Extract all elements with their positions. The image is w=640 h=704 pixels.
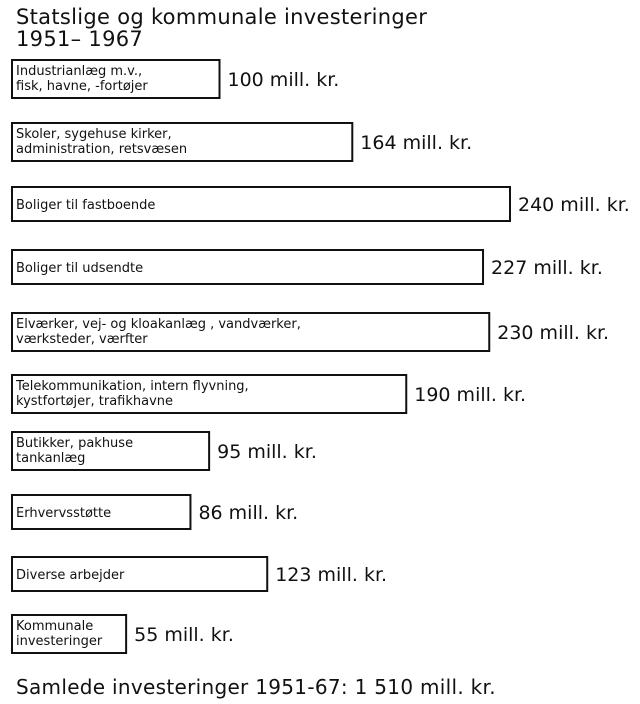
bar-label-3-line-1: Boliger til fastboende [16,198,156,213]
bar-label-7-line-2: tankanlæg [16,451,86,466]
bar-label-2-line-2: administration, retsvæsen [16,142,188,157]
bar-label-1-line-2: fisk, havne, -fortøjer [16,79,148,94]
bar-label-6-line-2: kystfortøjer, trafikhavne [16,394,174,409]
total-label: Samlede investeringer 1951-67: 1 510 mill. kr. [16,675,496,699]
bar-label-8-line-1: Erhvervsstøtte [16,506,112,521]
bar-label-6-line-1: Telekommunikation, intern flyvning, [16,379,249,394]
value-label-3: 240 mill. kr. [518,194,630,216]
bar-label-5-line-1: Elværker, vej- og kloakanlæg , vandværker, [16,317,301,332]
bar-label-5-line-2: værksteder, værfter [16,332,148,347]
value-label-7: 95 mill. kr. [217,441,317,463]
chart-title-line2: 1951– 1967 [16,27,144,51]
bar-label-7-line-1: Butikker, pakhuse [16,436,134,451]
value-label-1: 100 mill. kr. [227,69,340,91]
value-label-10: 55 mill. kr. [134,624,234,646]
value-label-2: 164 mill. kr. [360,132,473,154]
bar-label-9-line-1: Diverse arbejder [16,568,125,583]
bar-label-4-line-1: Boliger til udsendte [16,261,144,276]
chart-title-line1: Statslige og kommunale investeringer [16,5,428,29]
bar-label-10-line-1: Kommunale [16,619,94,634]
value-label-6: 190 mill. kr. [414,384,527,406]
value-label-4: 227 mill. kr. [491,257,603,279]
value-label-5: 230 mill. kr. [497,322,610,344]
bar-label-10-line-2: investeringer [16,634,103,649]
bar-label-1-line-1: Industrianlæg m.v., [16,64,143,79]
value-label-8: 86 mill. kr. [198,502,299,524]
value-label-9: 123 mill. kr. [275,564,388,586]
bar-label-2-line-1: Skoler, sygehuse kirker, [16,127,172,142]
